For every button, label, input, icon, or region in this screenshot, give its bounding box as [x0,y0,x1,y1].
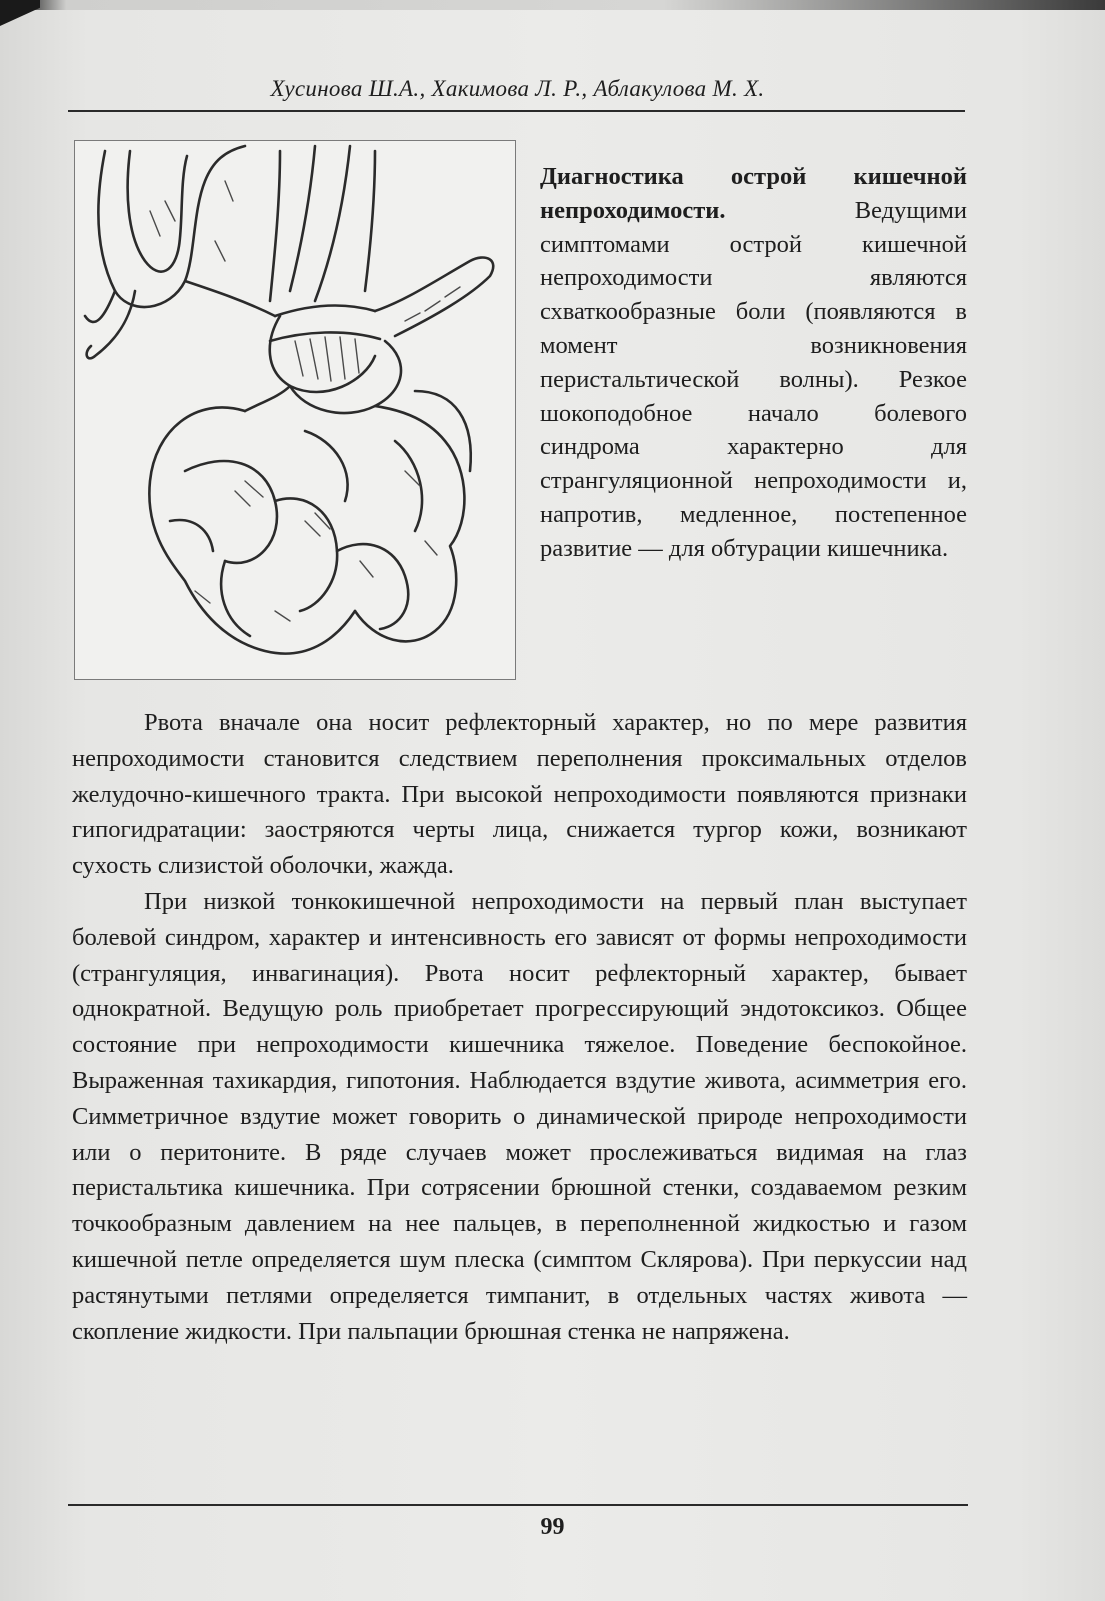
scan-edge [0,0,1105,10]
running-head: Хусинова Ш.А., Хакимова Л. Р., Аблакулова М. Х. [270,76,765,101]
section-intro-text: Ведущими симптомами острой кишечной непроходимости являются схваткообразные боли (появляются в момент возникновения перистальтической волны). Резкое шокоподобное начало болевого синдрома характерно для странгуляционной непроходимости и, напротив, медленное, постепенное развитие — для обтурации кишечника. [540,196,967,562]
section-title: Диагностика острой кишечной непроходимости. [540,163,967,224]
intestinal-volvulus-illustration [74,140,516,680]
paragraph-vomiting: Рвота вначале она носит рефлекторный характер, но по мере развития непроходимости становится следствием переполнения проксимальных отделов желудочно-кишечного тракта. При высокой непроходимости появляются признаки гипогидратации: заостряются черты лица, снижается тургор кожи, возникают сухость слизистой оболочки, жажда. [72,709,967,880]
body-text [72,705,967,1349]
paragraph-low-obstruction: При низкой тонкокишечной непроходимости на первый план выступает болевой синдром, характер и интенсивность его зависят от формы непроходимости (странгуляция, инвагинация). Рвота носит рефлекторный характер, бывает однократной. Ведущую роль приобретает прогрессирующий эндотоксикоз. Общее состояние при непроходимости кишечника тяжелое. Поведение беспокойное. Выраженная тахикардия, гипотония. Наблюдается вздутие живота, асимметрия его. Симметричное вздутие может говорить о динамической природе непроходимости или о перитоните. В ряде случаев может прослеживаться видимая на глаз перистальтика кишечника. При сотрясении брюшной стенки, создаваемом резким точкообразным давлением на нее пальцев, в переполненной жидкостью и газом кишечной петле определяется шум плеска (симптом Склярова). При перкуссии над растянутыми петлями определяется тимпанит, в отдельных частях живота — скопление жидкости. При пальпации брюшная стенка не напряжена. [72,887,967,1345]
footer-rule [68,1504,968,1506]
header-rule [68,110,965,112]
volvulus-drawing [75,141,515,679]
page-number: 99 [540,1514,565,1540]
section-intro [540,160,967,566]
scan-corner-mark [0,0,40,26]
